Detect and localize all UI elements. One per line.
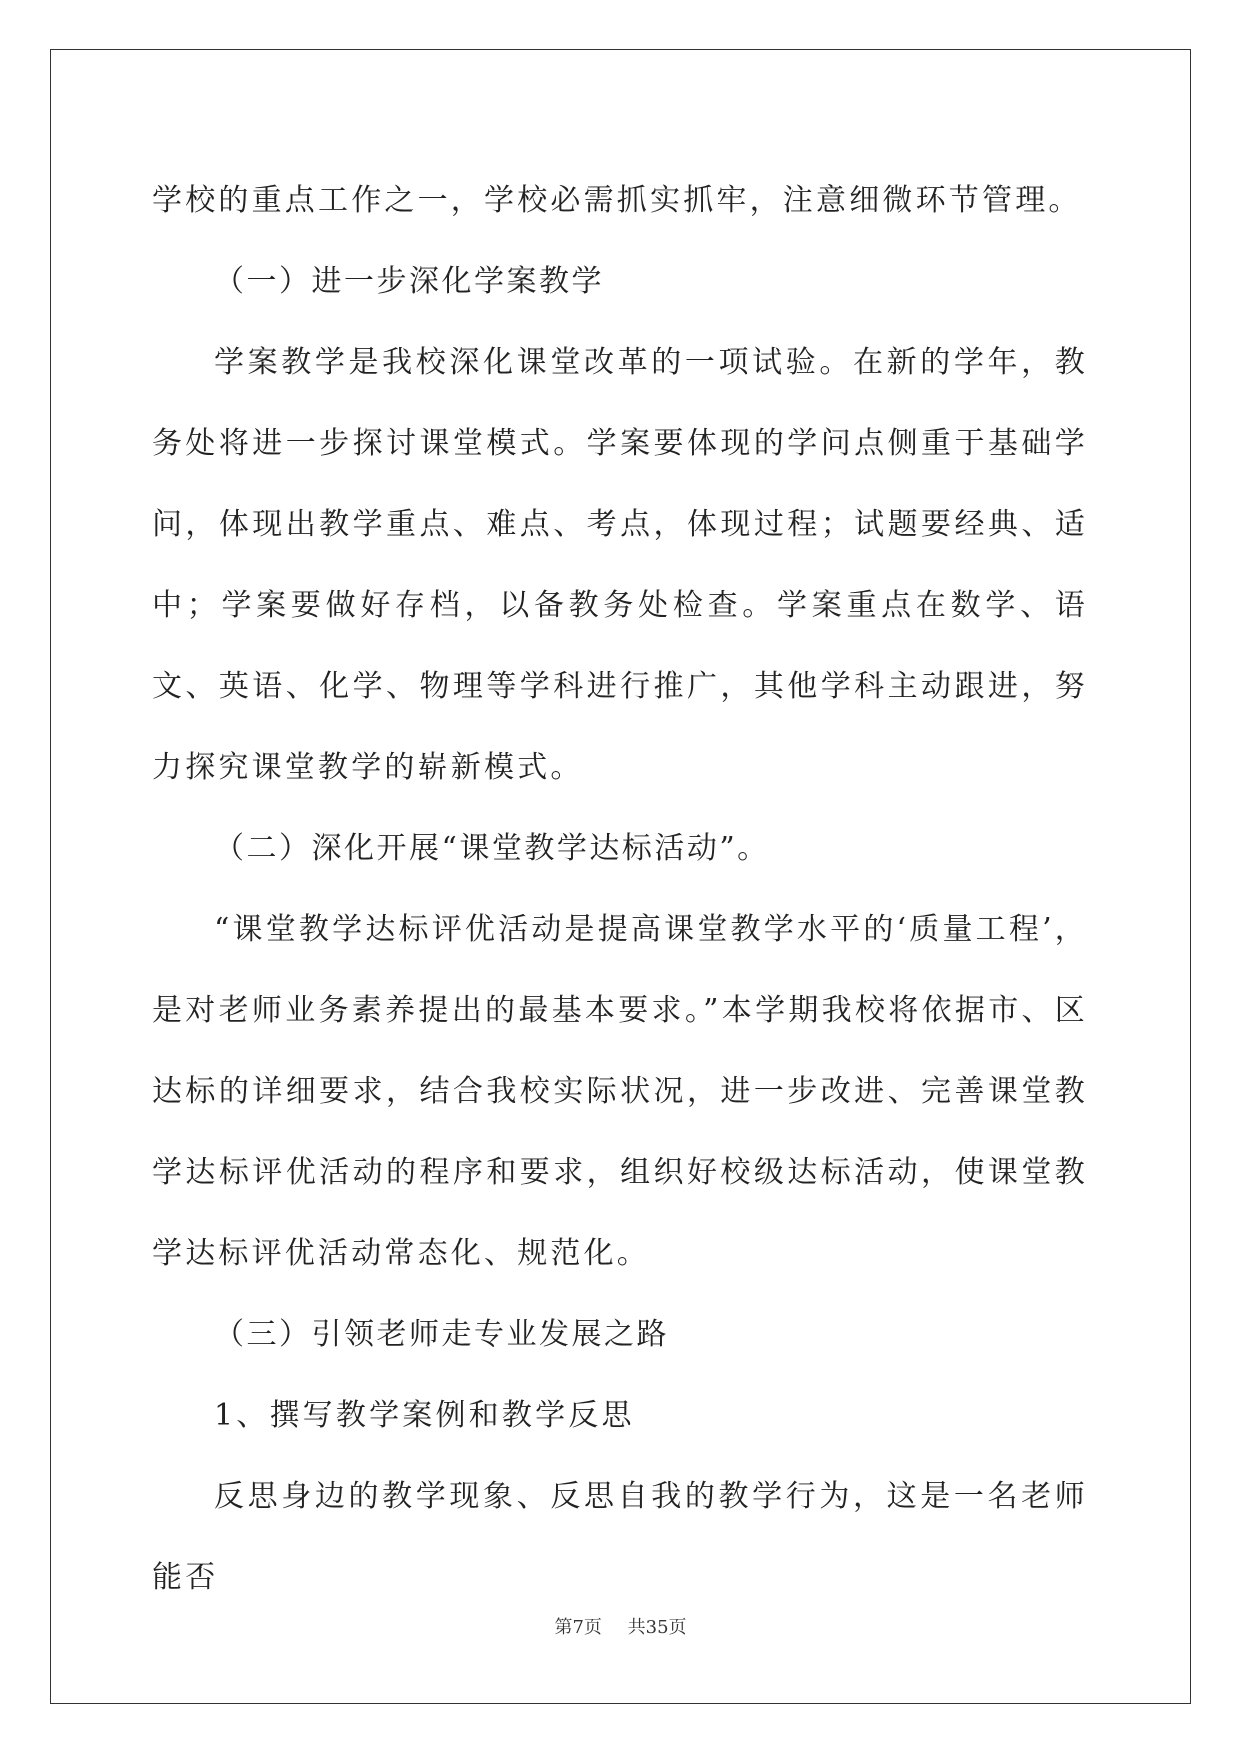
section-heading-2: （二）深化开展“课堂教学达标活动”。 [214,831,770,866]
section-heading-3: （三）引领老师走专业发展之路 [214,1317,669,1352]
paragraph-continuation: 学校的重点工作之一，学校必需抓实抓牢，注意细微环节管理。 [152,183,1082,218]
document-body [152,160,1088,1618]
page-number-total: 共35页 [627,1617,687,1638]
paragraph-reflection: 反思身边的教学现象、反思自我的教学行为，这是一名老师能否 [152,1479,1088,1595]
page-number-current: 第7页 [554,1617,602,1638]
section-heading-1: （一）进一步深化学案教学 [214,264,604,299]
page-footer [0,1613,1241,1639]
subheading-case-writing: 1、撰写教学案例和教学反思 [214,1398,635,1433]
paragraph-lesson-plan: 学案教学是我校深化课堂改革的一项试验。在新的学年，教务处将进一步探讨课堂模式。学案要体现的学问点侧重于基础学问，体现出教学重点、难点、考点，体现过程；试题要经典、适中；学案要做好存档，以备教务处检查。学案重点在数学、语文、英语、化学、物理等学科进行推广，其他学科主动跟进，努力探究课堂教学的崭新模式。 [152,345,1088,785]
paragraph-standard-activity: “课堂教学达标评优活动是提高课堂教学水平的‘质量工程’，是对老师业务素养提出的最基本要求。”本学期我校将依据市、区达标的详细要求，结合我校实际状况，进一步改进、完善课堂教学达标评优活动的程序和要求，组织好校级达标活动，使课堂教学达标评优活动常态化、规范化。 [152,912,1089,1271]
